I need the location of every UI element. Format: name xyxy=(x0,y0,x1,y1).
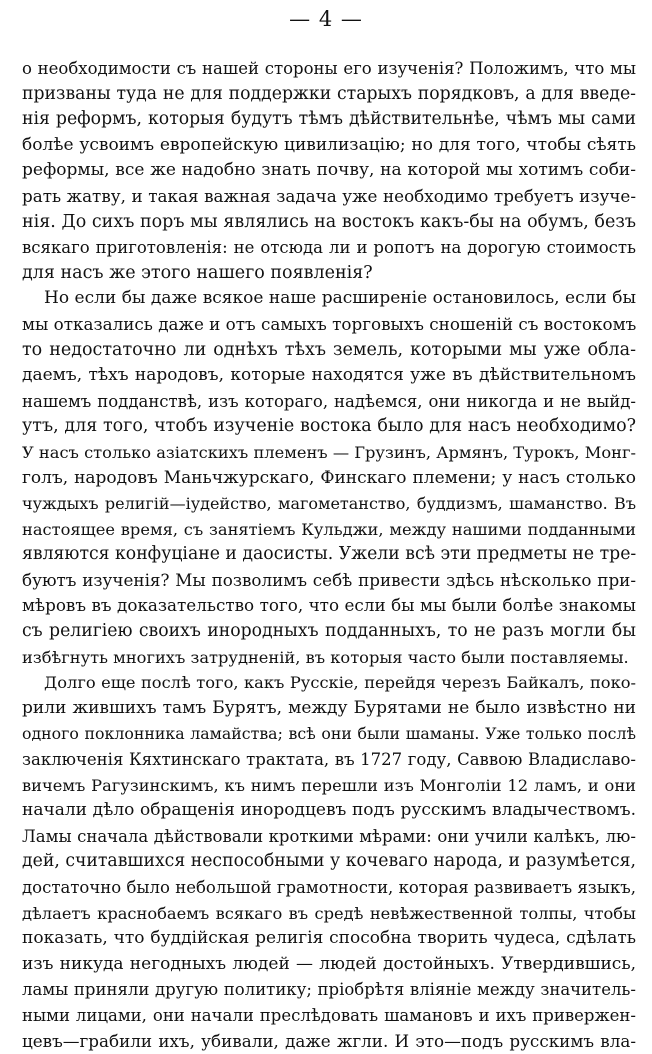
text-line: достаточно было небольшой грамотности, которая развиваетъ языкъ, xyxy=(22,878,636,897)
text-line: мы отказались даже и отъ самыхъ торговыхъ сношеній съ востокомъ xyxy=(22,313,636,334)
text-line: для насъ же этого нашего появленія? xyxy=(22,262,373,283)
text-line: показать, что буддійская религія способна творить чудеса, сдѣлать xyxy=(22,928,636,949)
text-line: реформы, все же надобно знать почву, на которой мы хотимъ соби- xyxy=(22,160,636,181)
text-line: начали дѣло обращенія инородцевъ подъ русскимъ владычествомъ. xyxy=(22,800,636,821)
text-line: нія. До сихъ поръ мы являлись на востокъ какъ-бы на обумъ, безъ xyxy=(22,211,636,232)
text-line: болѣе усвоимъ европейскую цивилизацію; но для того, чтобы сѣять xyxy=(22,134,636,155)
text-line: изъ никуда негодныхъ людей — людей достойныхъ. Утвердившись, xyxy=(22,953,636,974)
text-line: даемъ, тѣхъ народовъ, которые находятся уже въ дѣйствительномъ xyxy=(22,365,636,386)
text-line: чуждыхъ религій—іудейство, магометанство, буддизмъ, шаманство. Въ xyxy=(22,494,636,514)
text-line: настоящее время, съ занятіемъ Кульджи, между нашими подданными xyxy=(22,519,636,539)
text-line: нія реформъ, которыя будутъ тѣмъ дѣйствительнѣе, чѣмъ мы сами xyxy=(22,109,636,130)
text-line: мѣровъ въ доказательство того, что если бы мы были болѣе знакомы xyxy=(22,595,636,616)
text-line: цевъ—грабили ихъ, убивали, даже жгли. И это—подъ русскимъ вла- xyxy=(22,1030,636,1051)
text-line: дей, считавшихся неспособными у кочеваго народа, и разумѣется, xyxy=(22,851,636,872)
text-line: рили жившихъ тамъ Бурятъ, между Бурятами не было извѣстно ни xyxy=(22,697,636,718)
text-line: о необходимости съ нашей стороны его изученія? Положимъ, что мы xyxy=(22,59,636,78)
text-line: Но если бы даже всякое наше расширеніе остановилось, если бы xyxy=(44,288,636,309)
paragraph xyxy=(22,670,636,1054)
text-line: вичемъ Рагузинскимъ, къ нимъ перешли изъ Монголіи 12 ламъ, и они xyxy=(22,775,636,795)
text-line: всякаго приготовленія: не отсюда ли и ропотъ на дорогую стоимость xyxy=(22,238,636,258)
text-line: ными лицами, они начали преслѣдовать шамановъ и ихъ привержен- xyxy=(22,1005,636,1025)
text-line: Ламы сначала дѣйствовали кроткими мѣрами: они учили калѣкъ, лю- xyxy=(22,826,636,846)
text-line: одного поклонника ламайства; всѣ они были шаманы. Уже только послѣ xyxy=(22,724,636,744)
text-line: то недостаточно ли однѣхъ тѣхъ земель, которыми мы уже обла- xyxy=(22,339,636,360)
text-line: призваны туда не для поддержки старыхъ порядковъ, а для введе- xyxy=(22,83,636,104)
text-line: ламы приняли другую политику; пріобрѣтя вліяніе между значитель- xyxy=(22,980,636,1000)
text-line: рать жатву, и такая важная задача уже необходимо требуетъ изуче- xyxy=(22,185,636,206)
text-line: заключенія Кяхтинскаго трактата, въ 1727 году, Саввою Владиславо- xyxy=(22,750,636,770)
text-line: Долго еще послѣ того, какъ Русскіе, перейдя черезъ Байкалъ, поко- xyxy=(44,673,636,693)
text-line: голъ, народовъ Маньчжурскаго, Финскаго племени; у насъ столько xyxy=(22,467,636,488)
paragraph xyxy=(22,56,636,286)
text-line: дѣлаетъ краснобаемъ всякаго въ средѣ невѣжественной толпы, чтобы xyxy=(22,903,636,923)
text-line: У насъ столько азіатскихъ племенъ — Грузинъ, Армянъ, Турокъ, Монг- xyxy=(22,442,636,462)
text-line: избѣгнуть многихъ затрудненій, въ которыя часто были поставляемы. xyxy=(22,647,629,667)
text-line: съ религіею своихъ инородныхъ подданныхъ, то не разъ могли бы xyxy=(22,621,636,642)
paragraph xyxy=(22,286,636,670)
body-text xyxy=(22,56,636,1054)
page-number: — 4 — xyxy=(289,7,363,31)
text-line: нашемъ подданствѣ, изъ котораго, надѣемся, они никогда и не выйд- xyxy=(22,391,636,411)
text-line: являются конфуціане и даосисты. Ужели всѣ эти предметы не тре- xyxy=(22,544,636,565)
text-line: утъ, для того, чтобъ изученіе востока было для насъ необходимо? xyxy=(22,416,636,437)
text-line: буютъ изученія? Мы позволимъ себѣ привести здѣсь нѣсколько при- xyxy=(22,569,636,590)
